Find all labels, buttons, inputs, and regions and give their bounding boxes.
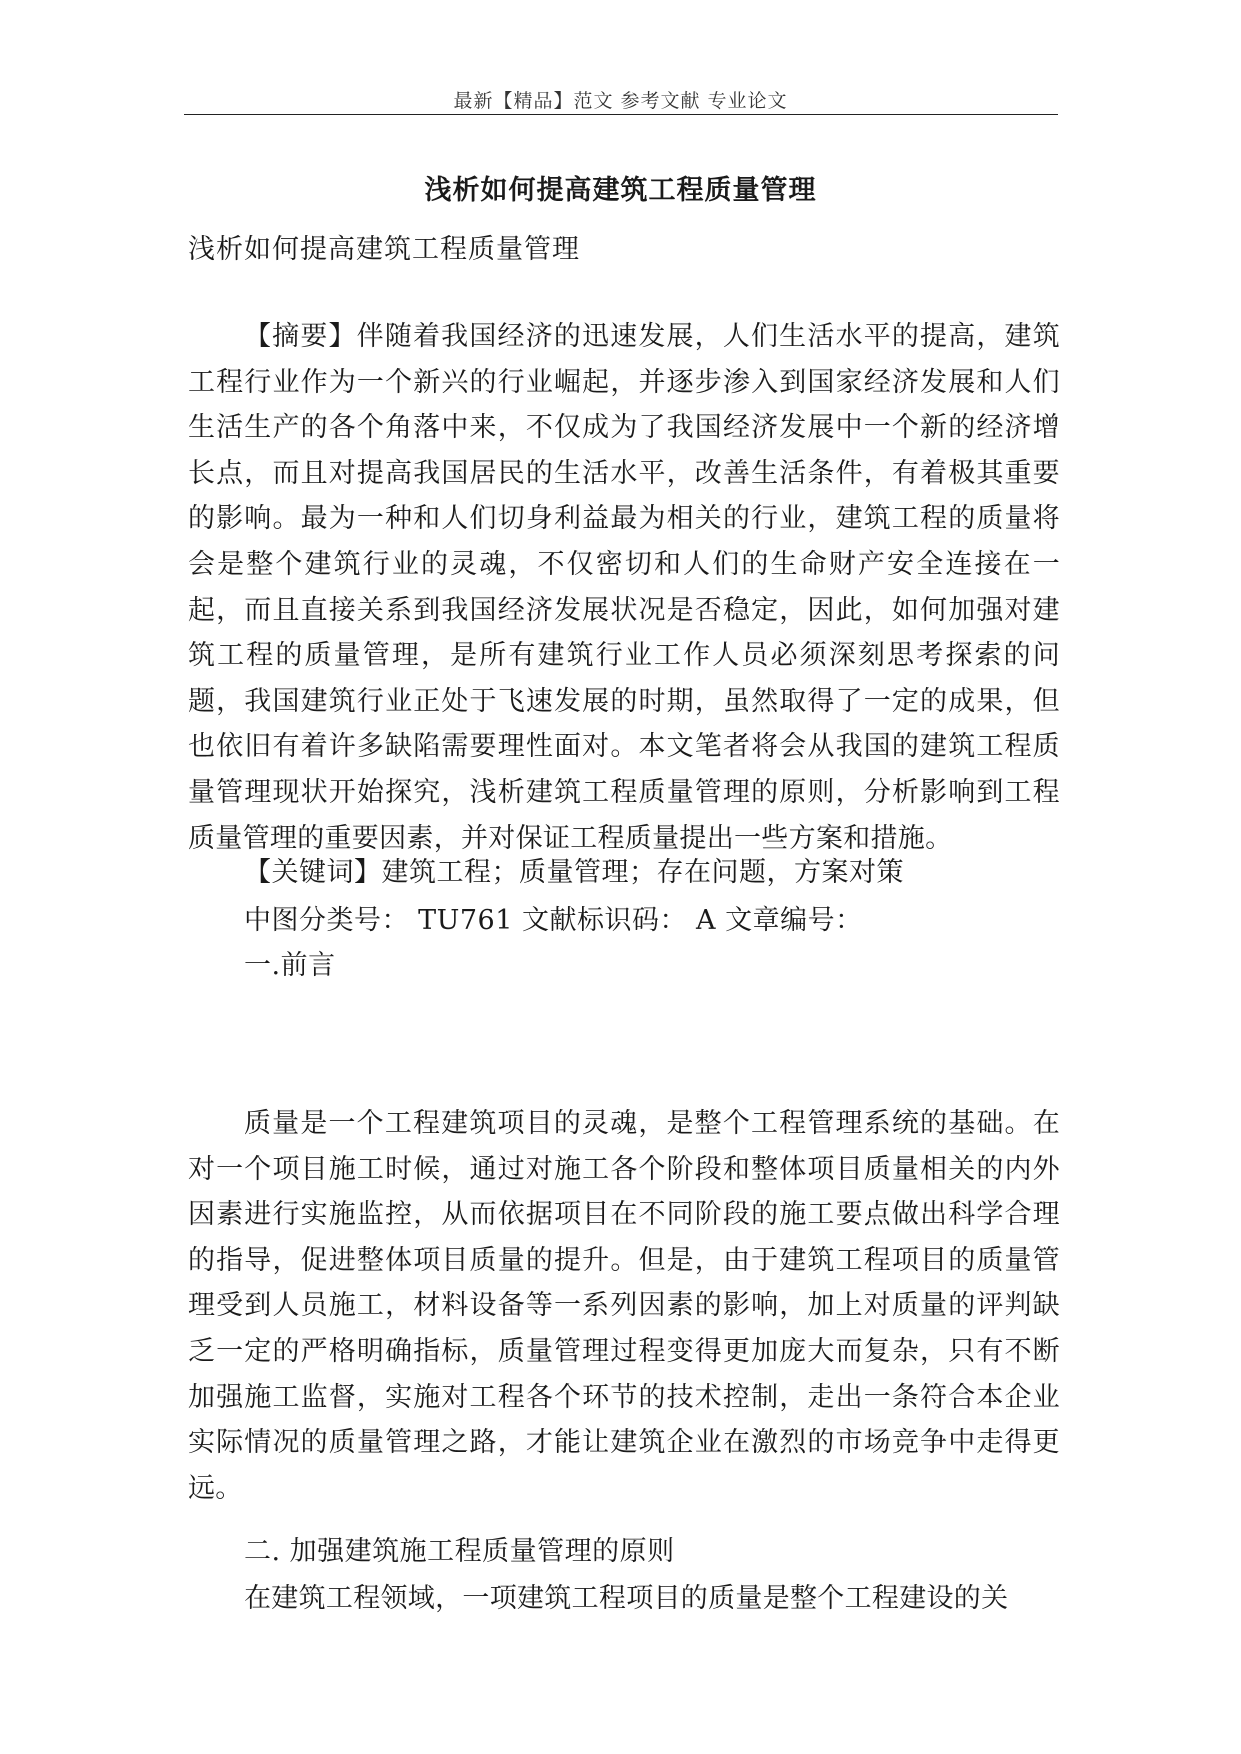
abstract-paragraph: 【摘要】伴随着我国经济的迅速发展，人们生活水平的提高，建筑工程行业作为一个新兴的行业崛起，并逐步渗入到国家经济发展和人们生活生产的各个角落中来，不仅成为了我国经济发展中一个新的经济增长点，而且对提高我国居民的生活水平，改善生活条件，有着极其重要的影响。最为一种和人们切身利益最为相关的行业，建筑工程的质量将会是整个建筑行业的灵魂，不仅密切和人们的生命财产安全连接在一起，而且直接关系到我国经济发展状况是否稳定，因此，如何加强对建筑工程的质量管理，是所有建筑行业工作人员必须深刻思考探索的问题，我国建筑行业正处于飞速发展的时期，虽然取得了一定的成果，但也依旧有着许多缺陷需要理性面对。本文笔者将会从我国的建筑工程质量管理现状开始探究，浅析建筑工程质量管理的原则，分析影响到工程质量管理的重要因素，并对保证工程质量提出一些方案和措施。: [188, 321, 1060, 854]
section-heading-principles: 二. 加强建筑施工程质量管理的原则: [244, 1536, 675, 1567]
page-header: 最新【精品】范文 参考文献 专业论文: [453, 90, 788, 112]
principles-paragraph: 在建筑工程领域，一项建筑工程项目的质量是整个工程建设的关: [244, 1583, 1009, 1614]
keywords-line: 【关键词】建筑工程；质量管理；存在问题，方案对策: [244, 857, 904, 888]
section-heading-intro: 一.前言: [244, 950, 336, 981]
classification-line: 中图分类号： TU761 文献标识码： A 文章编号：: [244, 905, 863, 936]
document-subtitle: 浅析如何提高建筑工程质量管理: [188, 234, 580, 265]
header-divider: [184, 114, 1058, 115]
intro-paragraph: 质量是一个工程建筑项目的灵魂，是整个工程管理系统的基础。在对一个项目施工时候，通过对施工各个阶段和整体项目质量相关的内外因素进行实施监控，从而依据项目在不同阶段的施工要点做出科学合理的指导，促进整体项目质量的提升。但是，由于建筑工程项目的质量管理受到人员施工，材料设备等一系列因素的影响，加上对质量的评判缺乏一定的严格明确指标，质量管理过程变得更加庞大而复杂，只有不断加强施工监督，实施对工程各个环节的技术控制，走出一条符合本企业实际情况的质量管理之路，才能让建筑企业在激烈的市场竞争中走得更远。: [188, 1108, 1060, 1504]
document-title: 浅析如何提高建筑工程质量管理: [424, 175, 817, 206]
